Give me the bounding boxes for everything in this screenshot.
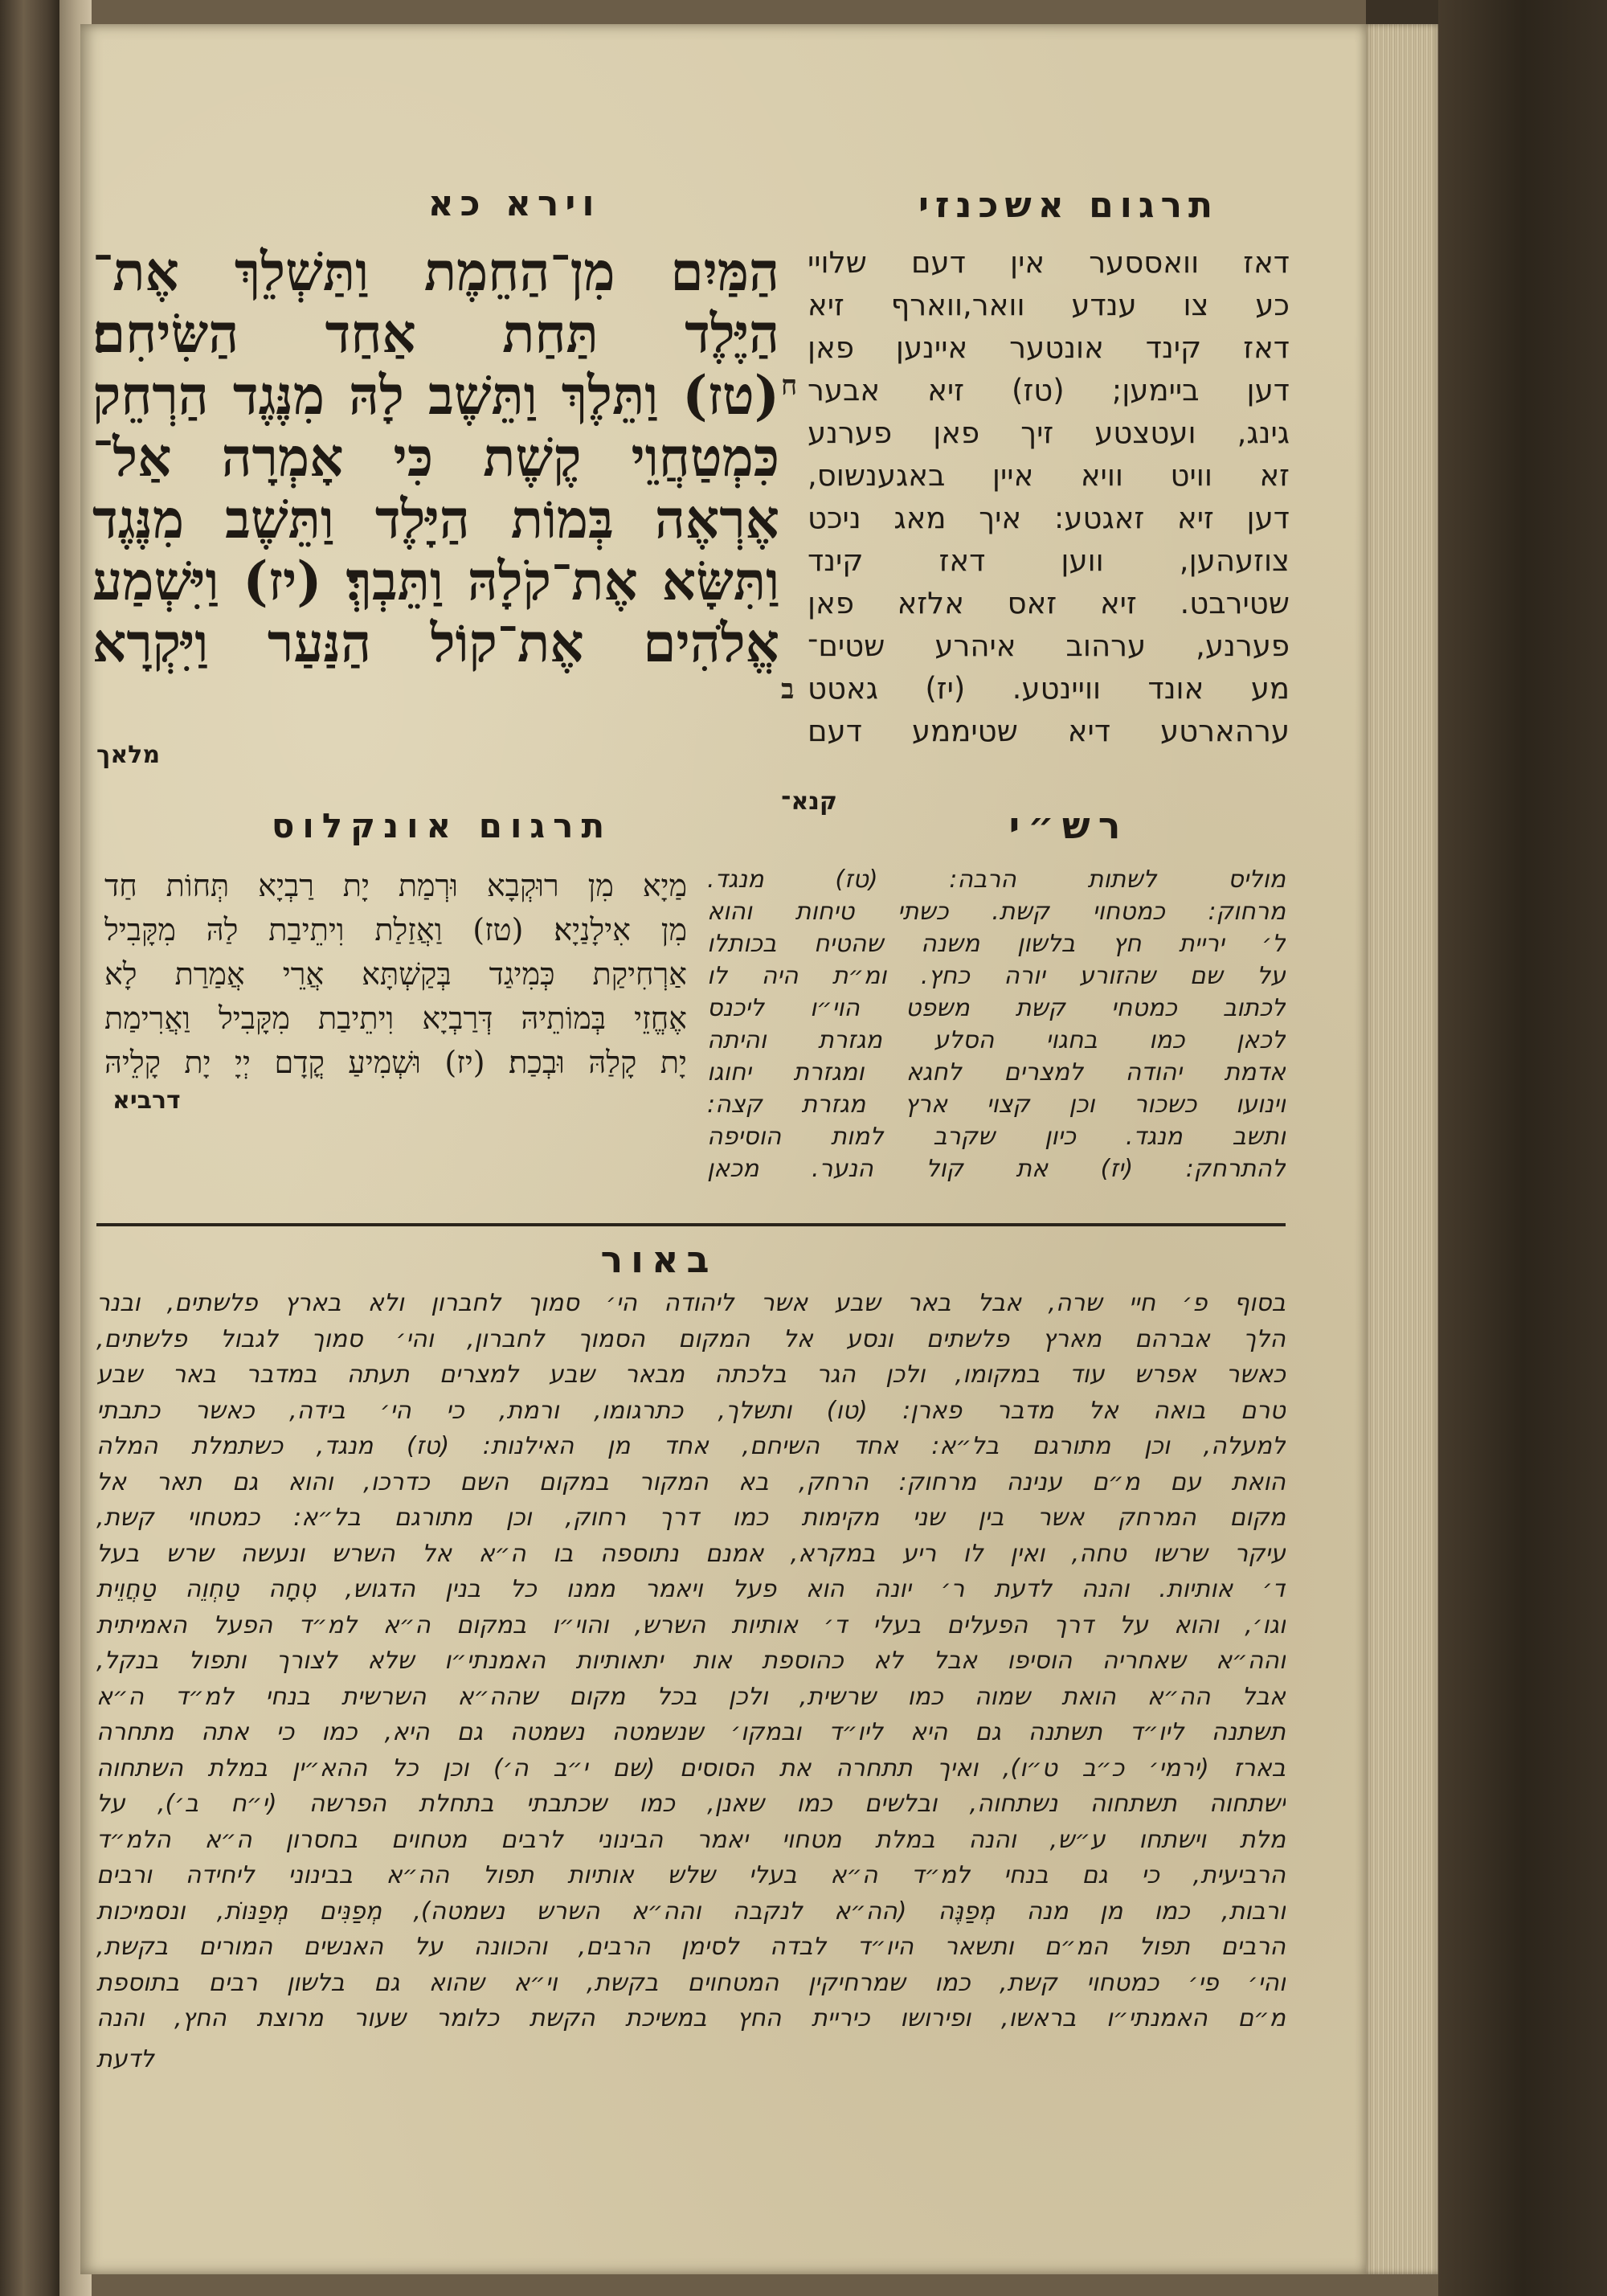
running-head-left: וירא כא bbox=[427, 183, 601, 224]
outer-strip bbox=[1366, 0, 1438, 24]
bible-line: הַמַּיִם מִן־הַחֵמֶת וַתַּשְׁלֵךְ אֶת־ bbox=[92, 241, 779, 303]
biur-line: כאשר אפרש עוד במקומו, ולכן הגר בלכתה מבאר שבע למצרים תעתה במדבר באר שבע bbox=[96, 1361, 1286, 1389]
rashi-title: רש״י bbox=[1008, 804, 1129, 847]
bible-line: אֱלֹהִים אֶת־קוֹל הַנַּעַר וַיִּקְרָא bbox=[92, 612, 779, 674]
onkelos-line: אֶחֱזֵי בְּמוֹתֵיהּ דְּרַבְיָא וִיתֵיבַת מִקָּבִיל וַאֲרִימַת bbox=[104, 1001, 687, 1036]
biur-line: הרביעית, כי גם בנחי למ״ד ה״א בעלי שלש אותיות תפול הה״א בבינוני ליחידה ורבים bbox=[96, 1861, 1286, 1889]
yiddish-line: דען ביימען; (טז) זיא אבער bbox=[808, 373, 1290, 407]
biur-line: והה״א שאחריה הוסיפו אבל לא כהוספת אות יתאותיות האמנתי״ו שלא לצורך ותפול בנקל, bbox=[96, 1647, 1286, 1675]
rashi-column bbox=[707, 864, 1286, 1185]
rashi-line: אדמת יהודה למצרים לחגא ומגזרת יחוגו bbox=[707, 1058, 1286, 1087]
biur-line: עיקר שרשו טחה, ואין לו ריע במקרא, אמנם נתוספה בו ה״א אל השרש ונעשה שרש בעל bbox=[96, 1539, 1286, 1568]
biur-line: למעלה, וכן מתורגם בל״א: אחד השיחם, אחד מן האילנות: (טז) מנגד, כשתמלת המלה bbox=[96, 1432, 1286, 1460]
bible-text-column bbox=[92, 241, 779, 674]
yiddish-translation-column bbox=[808, 241, 1290, 752]
yiddish-line: כע צו ענדע וואר,ווארף זיא bbox=[808, 288, 1290, 322]
desk-surface bbox=[1438, 0, 1607, 2296]
biur-title: באור bbox=[600, 1238, 718, 1281]
biur-line: ישתחוה תשתחוה נשתחוה, ובלשים כמו שאנן, כמו שכתבתי בתחלת הפרשה (י״ח ב׳), על bbox=[96, 1790, 1286, 1818]
bible-catchword: מלאך bbox=[96, 741, 161, 769]
section-divider-rule bbox=[96, 1223, 1286, 1226]
yiddish-line: שטירבט. זיא זאס אלזא פאן bbox=[808, 586, 1290, 620]
onkelos-column bbox=[104, 864, 687, 1085]
onkelos-line: מִן אִילָנַיָא׃ (טז) וַאֲזַלַת וִיתֵיבַת לַהּ מִקָּבִיל bbox=[104, 912, 687, 947]
biur-line: וגו׳, והוא על דרך הפעלים בעלי ד׳ אותיות השרש, והוי״ו במקום ה״א למ״ד הפעל האמיתית bbox=[96, 1610, 1286, 1639]
rashi-line: ל׳ יריית חץ בלשון משנה שהטיח בכותלו bbox=[707, 930, 1286, 958]
biur-line: ורבות, כמו מן מנה מְפַנֶּה (הה״א לנקבה והה״א השרש נשמטה), מְפַנִּים מְפַנּוֹת, ונסמיכות bbox=[96, 1897, 1286, 1926]
onkelos-line: מַיָא מִן רוּקְבָא וּרְמַת יָת רַבְיָא תְּחוֹת חַד bbox=[104, 868, 687, 903]
biur-line: ד׳ אותיות. והנה לדעת ר׳ יונה הוא פעל ויאמר ממנו כל בנין הדגוש, טְחָה טַחְוֵה טַחֲוֵית bbox=[96, 1575, 1286, 1603]
yiddish-line: דאז קינד אונטער איינען פאן bbox=[808, 330, 1290, 365]
onkelos-title: תרגום אונקלוס bbox=[271, 806, 613, 845]
biur-catchword: לדעת bbox=[96, 2045, 154, 2073]
biur-line: מקום המרחק אשר בין שני מקימות כמו דרך רחוק, וכן מתורגם בל״א: כמטחוי קשת, bbox=[96, 1504, 1286, 1532]
bible-line: וַתִּשָּׂא אֶת־קֹלָהּ וַתֵּבְךְּ׃ (יז) וַיִּשְׁמַע bbox=[92, 550, 779, 612]
rashi-line: ותשב מנגד. כיון שקרב למות הוסיפה bbox=[707, 1123, 1286, 1151]
bible-line: הַיֶּלֶד תַּחַת אַחַד הַשִּׂיחִם׃ bbox=[92, 303, 779, 365]
biur-line: הואת עם מ״ם ענינה מרחוק: הרחק, בא המקור במקום השם כדרכו, והוא גם תאר אל bbox=[96, 1467, 1286, 1496]
rashi-line: להתרחק: (יז) את קול הנער. מכאן bbox=[707, 1155, 1286, 1183]
rashi-line: מוליס לשתות הרבה: (טז) מנגד. bbox=[707, 866, 1286, 894]
biur-line: תשתנה ליו״ד תשתנה גם היא ליו״ד ובמקו׳ שנשמטה נשמטה גם היא, כמו כי אתה מתחרה bbox=[96, 1718, 1286, 1746]
biur-line: מלת וישתחו ע״ש, והנה במלת מטחוי יאמר הבינוני לרבים מטחוים בחסרון ה״א הלמ״ד bbox=[96, 1825, 1286, 1854]
yiddish-line: דאז וואססער אין דעם שלויי bbox=[808, 245, 1290, 280]
yiddish-line: פערנע, ערהוב איהרע שטים־ bbox=[808, 628, 1290, 663]
bible-line: אֶרְאֶה בְּמוֹת הַיָּלֶד וַתֵּשֶׁב מִנֶּגֶד bbox=[92, 489, 779, 550]
biur-line: אבל הה״א הואת שמוה כמו שרשית, ולכן בכל מקום שהה״א השרשית בנחי למ״ד ה״א bbox=[96, 1682, 1286, 1711]
biur-line: מ״ם האמנתי״ו בראשו, ופירושו כיריית החץ במשיכת הקשת כלומר שעור מרוצת החץ, והנה bbox=[96, 2004, 1286, 2032]
biur-line: והי׳ פי׳ כמטחוי קשת, כמו שמרחיקין המטחוים בקשת, וי״א שהוא גם בלשון רבים בתוספת bbox=[96, 1968, 1286, 1997]
onkelos-line: אַרְחִיקַת כְּמִיגַד בְּקַשְׁתָּא אֲרֵי אֲמַרַת לָא bbox=[104, 956, 687, 992]
yiddish-catchword: קנא־ bbox=[781, 788, 837, 816]
book-binding bbox=[0, 0, 59, 2296]
bible-line: (טז) וַתֵּלֶךְ וַתֵּשֶׁב לָהּ מִנֶּגֶד הַרְחֵק bbox=[92, 365, 779, 427]
yiddish-line: זא וויט וויא איין באגענשוס, bbox=[808, 458, 1290, 493]
yiddish-line: מע אונד וויינטע. (יז) גאטט bbox=[808, 671, 1290, 706]
yiddish-line: צוזעהען, ווען דאז קינד bbox=[808, 543, 1290, 578]
rashi-line: וינועו כשכור וכן קצוי ארץ מגזרת קצה: bbox=[707, 1091, 1286, 1119]
biur-line: הלך אברהם מארץ פלשתים ונסע אל המקום הסמוך לחברון, והי׳ סמוך לגבול פלשתים, bbox=[96, 1324, 1286, 1353]
biur-line: הרבים תפול המ״ם ותשאר היו״ד לבדה לסימן הרבים, והכוונה על האנשים המורים בקשת, bbox=[96, 1933, 1286, 1961]
yiddish-line: ערהארטע דיא שטיממע דעם bbox=[808, 714, 1290, 748]
onkelos-catchword: דרביא bbox=[112, 1087, 181, 1115]
page-edges bbox=[1366, 24, 1438, 2274]
onkelos-line: יָת קָלַהּ וּבְכַת׃ (יז) וּשְׁמִיעַ קֳדָם יְיָ יָת קָלֵיהּ bbox=[104, 1045, 687, 1080]
verse-margin-mark: ח bbox=[781, 370, 798, 402]
running-head-right: תרגום אשכנזי bbox=[918, 185, 1220, 226]
verse-margin-mark: ב bbox=[781, 673, 795, 706]
rashi-line: לכתוב כמטחי קשת משפט הוי״ו ליכנס bbox=[707, 994, 1286, 1022]
biur-line: טרם בואה אל מדבר פארן: (טו) ותשלך, כתרגומו, ורמת, כי הי׳ בידה, כאשר כתבתי bbox=[96, 1396, 1286, 1425]
biur-column bbox=[96, 1286, 1286, 2037]
bible-line: כִּמְטַחֲוֵי קֶשֶׁת כִּי אָמְרָה אַל־ bbox=[92, 427, 779, 489]
rashi-line: לכאן כמו בחגוי הסלע מגזרת והיתה bbox=[707, 1026, 1286, 1054]
yiddish-line: דען זיא זאגטע: איך מאג ניכט bbox=[808, 501, 1290, 535]
rashi-line: מרחוק: כמטחוי קשת. כשתי טיחות והוא bbox=[707, 898, 1286, 926]
yiddish-line: גינג, ועטצטע זיך פאן פערנע bbox=[808, 415, 1290, 450]
biur-line: בסוף פ׳ חיי שרה, אבל באר שבע אשר ליהודה הי׳ סמוך לחברון ולא בארץ פלשתים, ובנר bbox=[96, 1289, 1286, 1317]
biur-line: בארז (ירמי׳ כ״ב ט״ו), ואיך תתחרה את הסוסים (שם י״ב ה׳) וכן כל ההא״ין במלת השתחוה bbox=[96, 1754, 1286, 1782]
rashi-line: על שם שהזורע יורה כחץ. ומ״ת היה לו bbox=[707, 962, 1286, 990]
